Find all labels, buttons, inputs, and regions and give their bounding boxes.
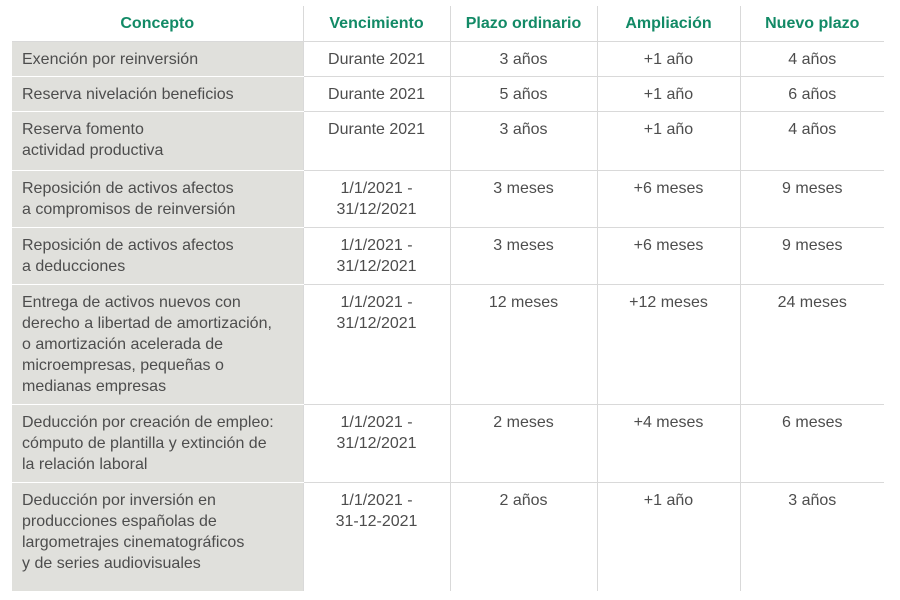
cell-ampliacion: +12 meses [597, 285, 740, 405]
header-ampliacion: Ampliación [597, 6, 740, 42]
deadline-extension-table [12, 6, 884, 591]
table-row [12, 228, 884, 285]
cell-plazo-ordinario: 5 años [450, 77, 597, 112]
cell-vencimiento: 1/1/2021 - 31/12/2021 [303, 228, 450, 285]
cell-concepto: Reposición de activos afectos a compromisos de reinversión [12, 171, 303, 228]
cell-concepto: Deducción por inversión en producciones españolas de largometrajes cinematográficos y de series audiovisuales [12, 483, 303, 591]
cell-concepto: Exención por reinversión [12, 42, 303, 77]
cell-nuevo-plazo: 4 años [740, 112, 884, 171]
table-row [12, 42, 884, 77]
cell-ampliacion: +4 meses [597, 405, 740, 483]
table-header-row [12, 6, 884, 42]
table-row [12, 112, 884, 171]
cell-nuevo-plazo: 3 años [740, 483, 884, 591]
cell-ampliacion: +6 meses [597, 228, 740, 285]
cell-plazo-ordinario: 12 meses [450, 285, 597, 405]
cell-plazo-ordinario: 3 años [450, 112, 597, 171]
cell-nuevo-plazo: 24 meses [740, 285, 884, 405]
cell-concepto: Reposición de activos afectos a deducciones [12, 228, 303, 285]
deadline-extension-table-container [12, 6, 884, 591]
cell-vencimiento: Durante 2021 [303, 112, 450, 171]
table-row [12, 405, 884, 483]
cell-concepto: Reserva nivelación beneficios [12, 77, 303, 112]
cell-concepto: Deducción por creación de empleo: cómputo de plantilla y extinción de la relación laboral [12, 405, 303, 483]
table-row [12, 171, 884, 228]
cell-vencimiento: 1/1/2021 - 31-12-2021 [303, 483, 450, 591]
cell-vencimiento: 1/1/2021 - 31/12/2021 [303, 405, 450, 483]
cell-concepto: Reserva fomento actividad productiva [12, 112, 303, 171]
cell-plazo-ordinario: 3 meses [450, 228, 597, 285]
cell-nuevo-plazo: 4 años [740, 42, 884, 77]
cell-ampliacion: +1 año [597, 112, 740, 171]
cell-vencimiento: 1/1/2021 - 31/12/2021 [303, 171, 450, 228]
header-plazo-ordinario: Plazo ordinario [450, 6, 597, 42]
header-concepto: Concepto [12, 6, 303, 42]
cell-nuevo-plazo: 6 meses [740, 405, 884, 483]
cell-vencimiento: Durante 2021 [303, 42, 450, 77]
table-row [12, 77, 884, 112]
cell-nuevo-plazo: 6 años [740, 77, 884, 112]
cell-plazo-ordinario: 3 años [450, 42, 597, 77]
cell-ampliacion: +1 año [597, 483, 740, 591]
cell-vencimiento: 1/1/2021 - 31/12/2021 [303, 285, 450, 405]
cell-concepto: Entrega de activos nuevos con derecho a libertad de amortización, o amortización acelerada de microempresas, pequeñas o medianas empresas [12, 285, 303, 405]
cell-plazo-ordinario: 2 meses [450, 405, 597, 483]
header-vencimiento: Vencimiento [303, 6, 450, 42]
cell-ampliacion: +1 año [597, 77, 740, 112]
cell-plazo-ordinario: 2 años [450, 483, 597, 591]
cell-nuevo-plazo: 9 meses [740, 228, 884, 285]
cell-vencimiento: Durante 2021 [303, 77, 450, 112]
header-nuevo-plazo: Nuevo plazo [740, 6, 884, 42]
cell-plazo-ordinario: 3 meses [450, 171, 597, 228]
table-row [12, 483, 884, 591]
table-row [12, 285, 884, 405]
cell-ampliacion: +6 meses [597, 171, 740, 228]
cell-nuevo-plazo: 9 meses [740, 171, 884, 228]
cell-ampliacion: +1 año [597, 42, 740, 77]
